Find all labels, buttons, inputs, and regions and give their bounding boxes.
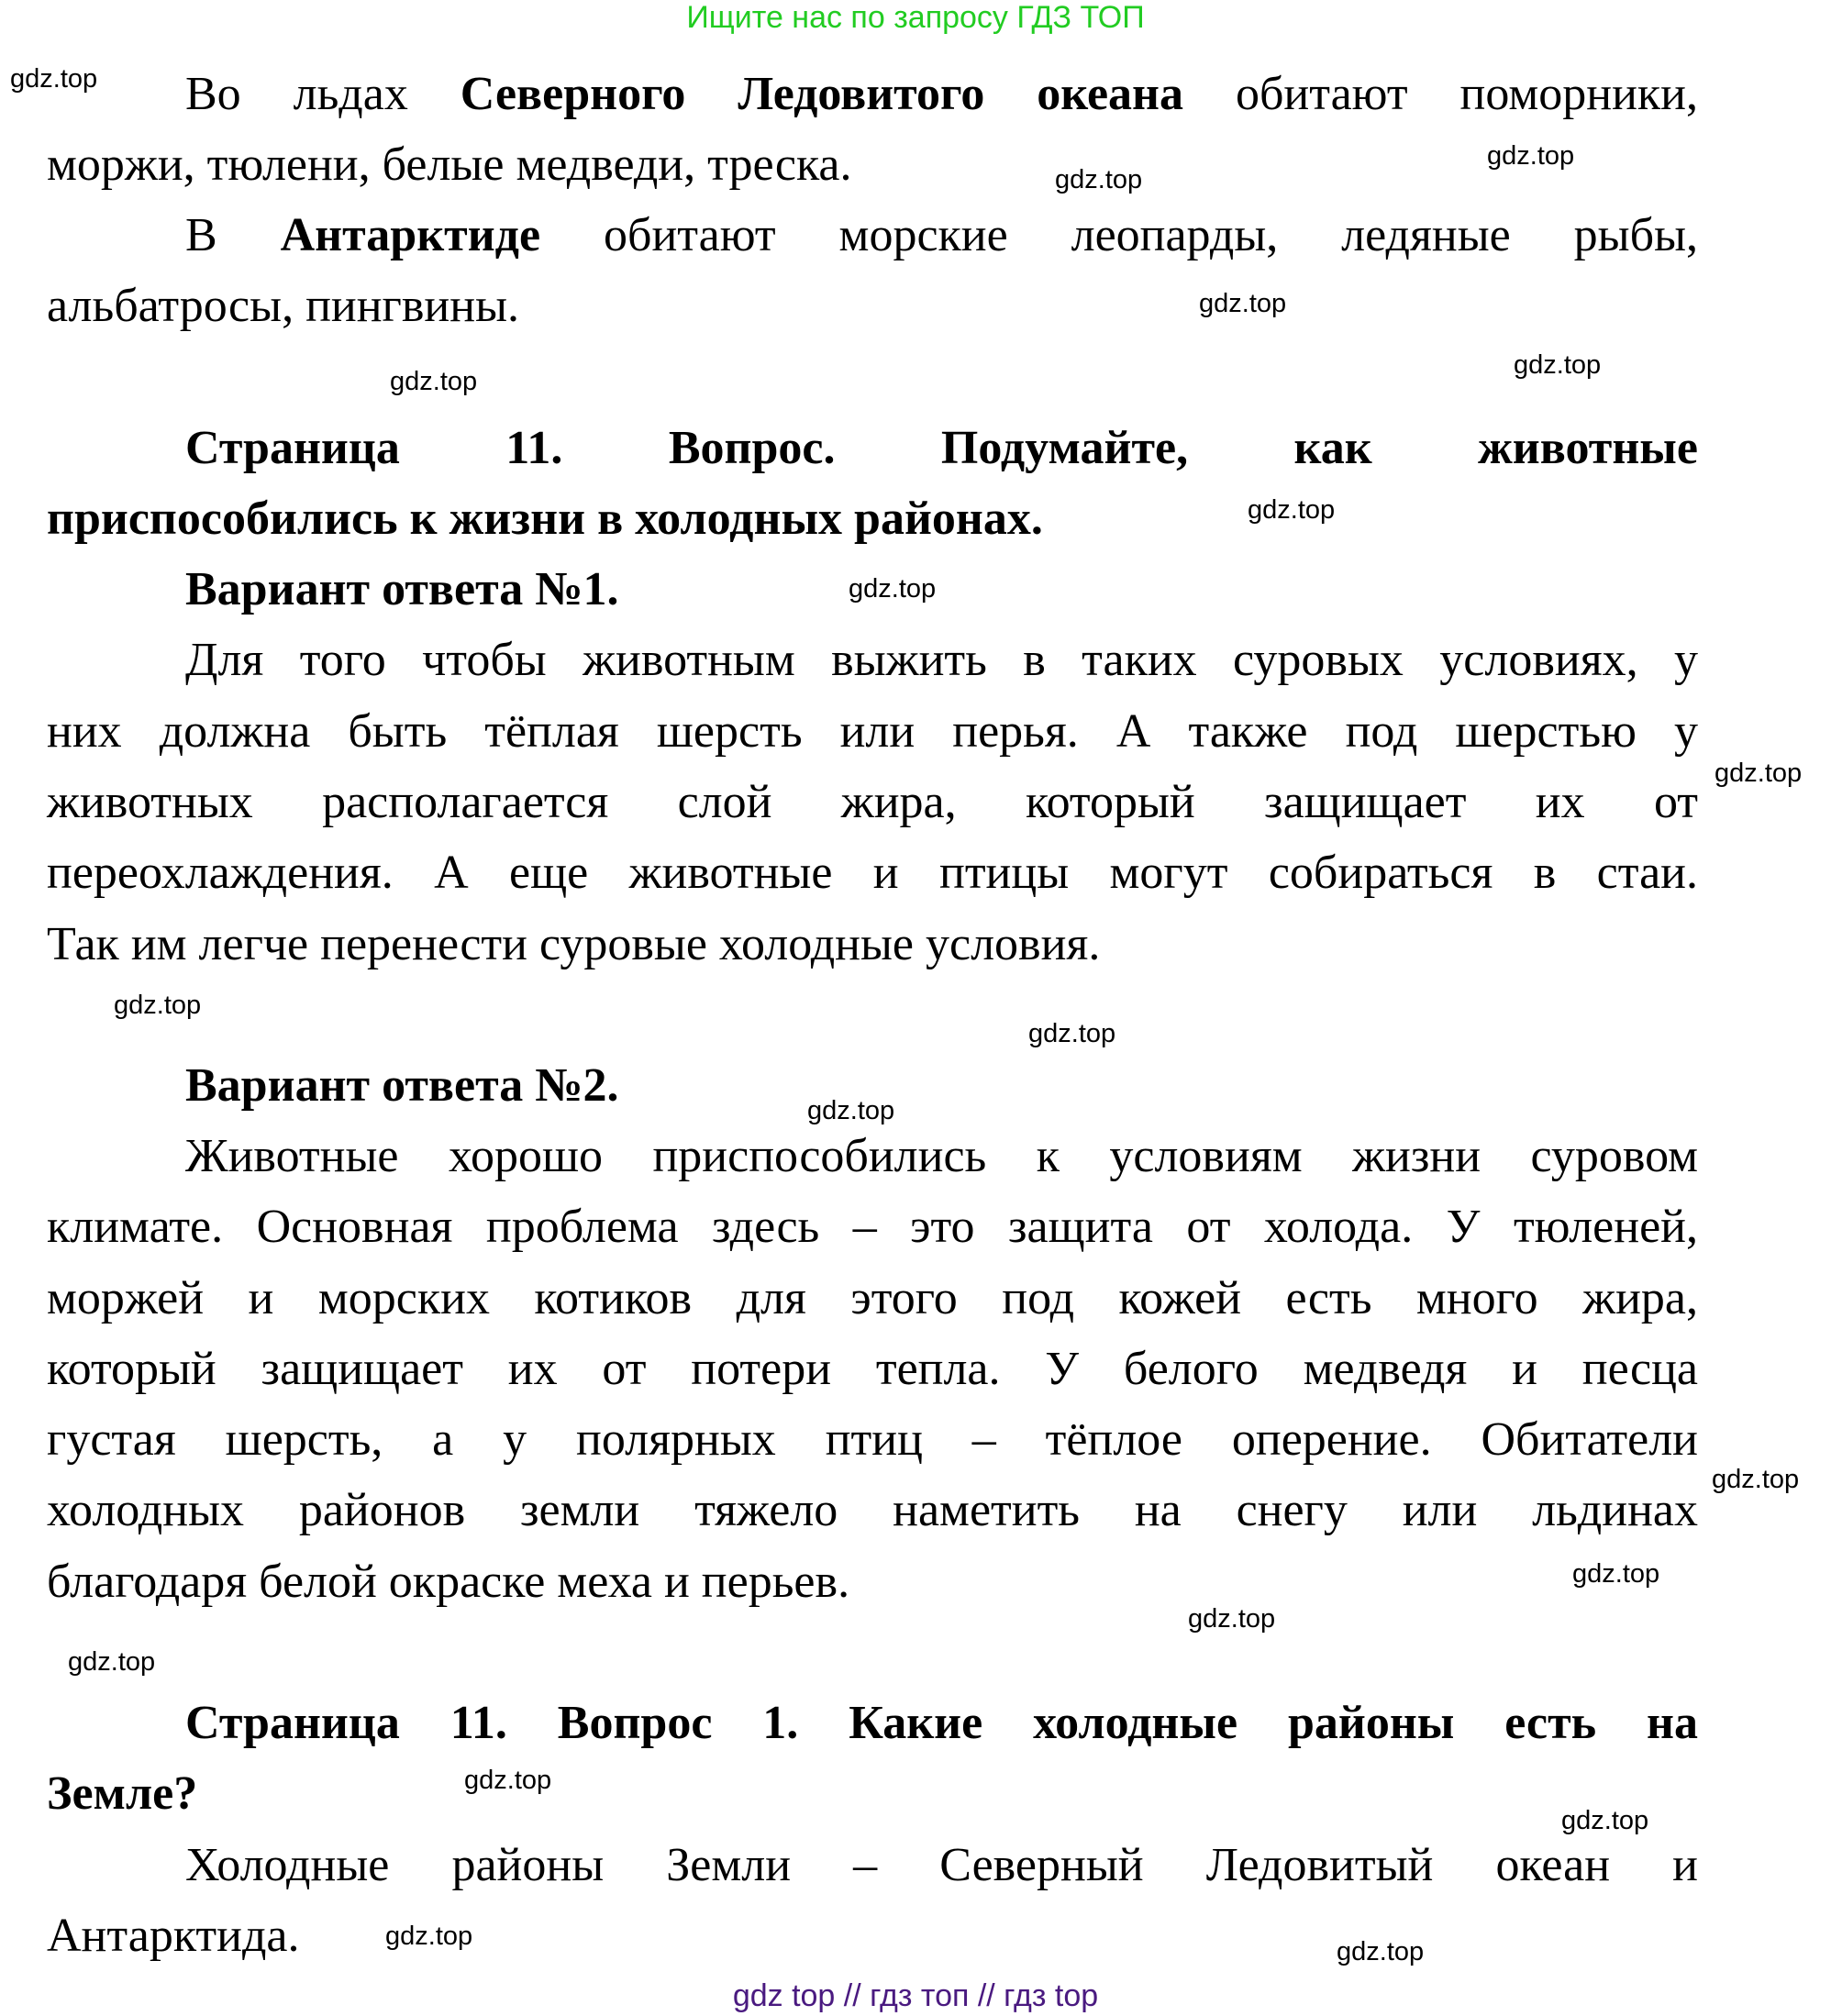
watermark-text: gdz.top [1248,495,1336,525]
text: Животные хорошо приспособились к условиям жизни суровом [185,1130,1698,1182]
text: Антарктида. [47,1910,300,1962]
text: Холодные районы Земли – Северный Ледовитый океан и [185,1839,1698,1891]
watermark-text: gdz.top [1572,1559,1660,1589]
text-line [47,1263,1698,1335]
bold-text: Вариант ответа №2. [185,1059,619,1112]
watermark-text: gdz.top [390,367,478,396]
watermark-text: gdz.top [1712,1465,1800,1494]
text: альбатросы, пингвины. [47,280,520,332]
text-line [47,1404,1698,1476]
text-line [185,1688,1698,1759]
watermark-text: gdz.top [849,574,937,604]
text: холодных районов земли тяжело наметить на снегу или льдинах [47,1484,1698,1536]
text: переохлаждения. А еще животные и птицы могут собираться в стаи. [47,847,1698,899]
watermark-text: gdz.top [68,1647,156,1677]
text-line [47,909,1698,980]
watermark-text: gdz.top [1714,759,1803,788]
text-line [47,1546,1698,1618]
text-line [185,1121,1698,1192]
text: Для того чтобы животным выжить в таких суровых условиях, у [185,634,1698,686]
watermark-text: gdz.top [1188,1604,1276,1634]
watermark-text: gdz.top [10,64,98,94]
watermark-text: gdz.top [464,1766,552,1795]
text-line [47,1900,1698,1972]
text: благодаря белой окраске меха и перьев. [47,1556,850,1608]
text-line [47,767,1698,838]
text: В [185,209,281,261]
watermark-text: gdz.top [1337,1937,1425,1966]
text-line [47,1334,1698,1405]
text: них должна быть тёплая шерсть или перья. А также под шерстью у [47,705,1698,758]
text: обитают поморники, [1183,68,1698,120]
watermark-text: gdz.top [1487,141,1575,171]
text: животных располагается слой жира, который защищает их от [47,776,1698,828]
text-line [47,1475,1698,1546]
watermark-text: gdz.top [1561,1806,1649,1835]
text: густая шерсть, а у полярных птиц – тёплое оперение. Обитатели [47,1413,1698,1466]
watermark-text: gdz.top [1028,1019,1116,1048]
text-line [47,271,1698,342]
text: Так им легче перенести суровые холодные условия. [47,918,1101,970]
watermark-text: gdz.top [1055,165,1143,194]
text-line [185,1050,1698,1122]
bold-text: Вариант ответа №1. [185,563,619,615]
text-line [185,554,1698,626]
watermark-text: gdz.top [1514,350,1602,380]
text-line [47,696,1698,768]
watermark-text: gdz.top [385,1922,473,1951]
bold-text: Земле? [47,1767,198,1820]
text-line [47,1191,1698,1263]
bold-text: Страница 11. Вопрос. Подумайте, как животные [185,422,1698,474]
text: обитают морские леопарды, ледяные рыбы, [540,209,1698,261]
text-line [47,837,1698,909]
text: моржей и морских котиков для этого под кожей есть много жира, [47,1272,1698,1324]
bold-text: Страница 11. Вопрос 1. Какие холодные районы есть на [185,1697,1698,1749]
watermark-text: gdz.top [114,991,202,1020]
footer-links[interactable]: gdz top // гдз топ // гдз top [732,1978,1099,2013]
bold-text: приспособились к жизни в холодных районах. [47,493,1043,545]
text-line [185,59,1698,130]
bold-text: Антарктиде [280,209,541,261]
watermark-text: gdz.top [1199,289,1287,318]
search-hint-banner: Ищите нас по запросу ГДЗ ТОП [686,0,1145,35]
text-line [185,625,1698,696]
text-line [185,413,1698,484]
text-line [47,129,1698,201]
text-line [185,1830,1698,1901]
watermark-text: gdz.top [807,1096,895,1125]
text-line [47,483,1698,555]
text-line [185,200,1698,271]
text: моржи, тюлени, белые медведи, треска. [47,138,852,191]
text: Во льдах [185,68,461,120]
text: который защищает их от потери тепла. У белого медведя и песца [47,1343,1698,1395]
text-line [47,1758,1698,1830]
text: климате. Основная проблема здесь – это защита от холода. У тюленей, [47,1201,1698,1253]
bold-text: Северного Ледовитого океана [460,68,1183,120]
